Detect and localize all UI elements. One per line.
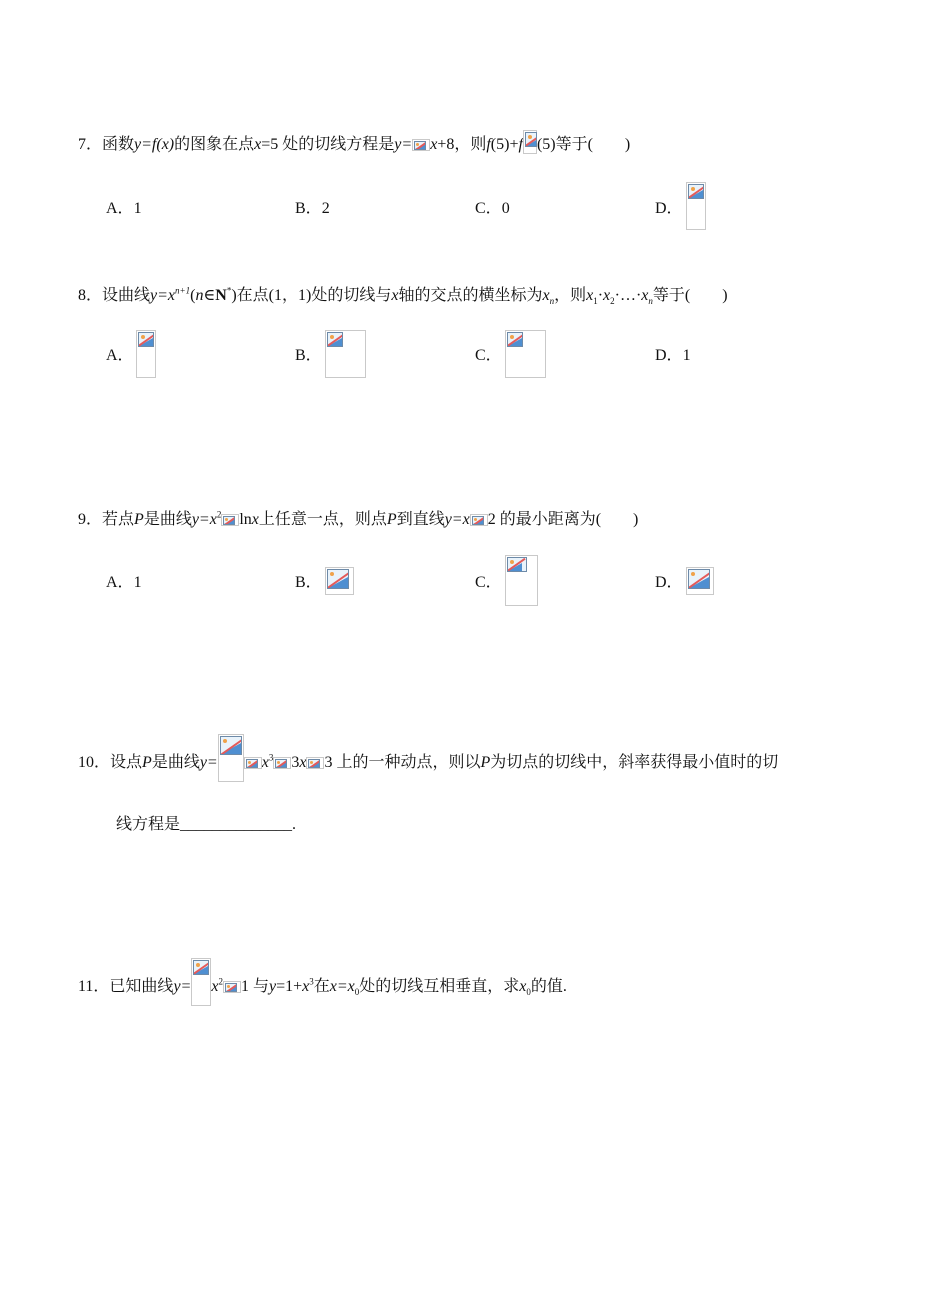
question-7-option-d[interactable]: D． (655, 200, 683, 217)
question-7-option-b[interactable]: B．2 (295, 200, 330, 217)
question-11-stem: 11．已知曲线y= $x^2$ 1 与$y=1+x^3$在$x=x_0$处的切线互相垂直，求$x_0$的值. (78, 976, 567, 998)
broken-image-icon (273, 757, 291, 769)
broken-image-icon (470, 514, 488, 526)
broken-image-icon (505, 555, 538, 606)
broken-image-icon (221, 514, 239, 526)
broken-image-icon (523, 130, 537, 154)
question-9-option-a[interactable]: A．1 (106, 574, 142, 591)
broken-image-icon (191, 958, 211, 1006)
question-7-option-a[interactable]: A．1 (106, 200, 142, 217)
broken-image-icon (325, 567, 354, 595)
broken-image-icon (686, 567, 714, 595)
question-8-stem: 8．设曲线$y=x^{n+1}(n\in N^*)$在点(1，1)处的切线与x轴的交点的横坐标为$x_n$，则$x_1\cdot x_2\cdot\dots\cdot x_n$等于( ) (78, 285, 728, 307)
question-8-option-d[interactable]: D．1 (655, 347, 691, 364)
question-8-option-a[interactable]: A． (106, 347, 134, 364)
question-7-stem: 7．函数y=f(x)的图象在点x=5 处的切线方程是y= x+8，则f(5)+f (5)等于( ) (78, 134, 630, 156)
broken-image-icon (412, 139, 430, 151)
broken-image-icon (325, 330, 366, 378)
question-8-option-b[interactable]: B． (295, 347, 322, 364)
broken-image-icon (218, 734, 244, 782)
broken-image-icon (244, 757, 262, 769)
question-8-option-c[interactable]: C． (475, 347, 502, 364)
broken-image-icon (306, 757, 324, 769)
broken-image-icon (223, 981, 241, 993)
broken-image-icon (505, 330, 546, 378)
question-9-option-b[interactable]: B． (295, 574, 322, 591)
question-10-answer-line: 线方程是______________. (116, 816, 297, 833)
question-9-option-c[interactable]: C． (475, 574, 502, 591)
question-9-option-d[interactable]: D． (655, 574, 683, 591)
question-9-stem: 9．若点P是曲线$y=x^2$ lnx上任意一点，则点P到直线y=x 2 的最小距离为( ) (78, 509, 639, 528)
broken-image-icon (136, 330, 156, 378)
question-7-option-c[interactable]: C．0 (475, 200, 510, 217)
broken-image-icon (686, 182, 706, 230)
question-10-stem: 10．设点P是曲线y= $x^3$ 3x 3 上的一种动点，则以P为切点的切线中，斜率获得最小值时的切 (78, 752, 778, 774)
